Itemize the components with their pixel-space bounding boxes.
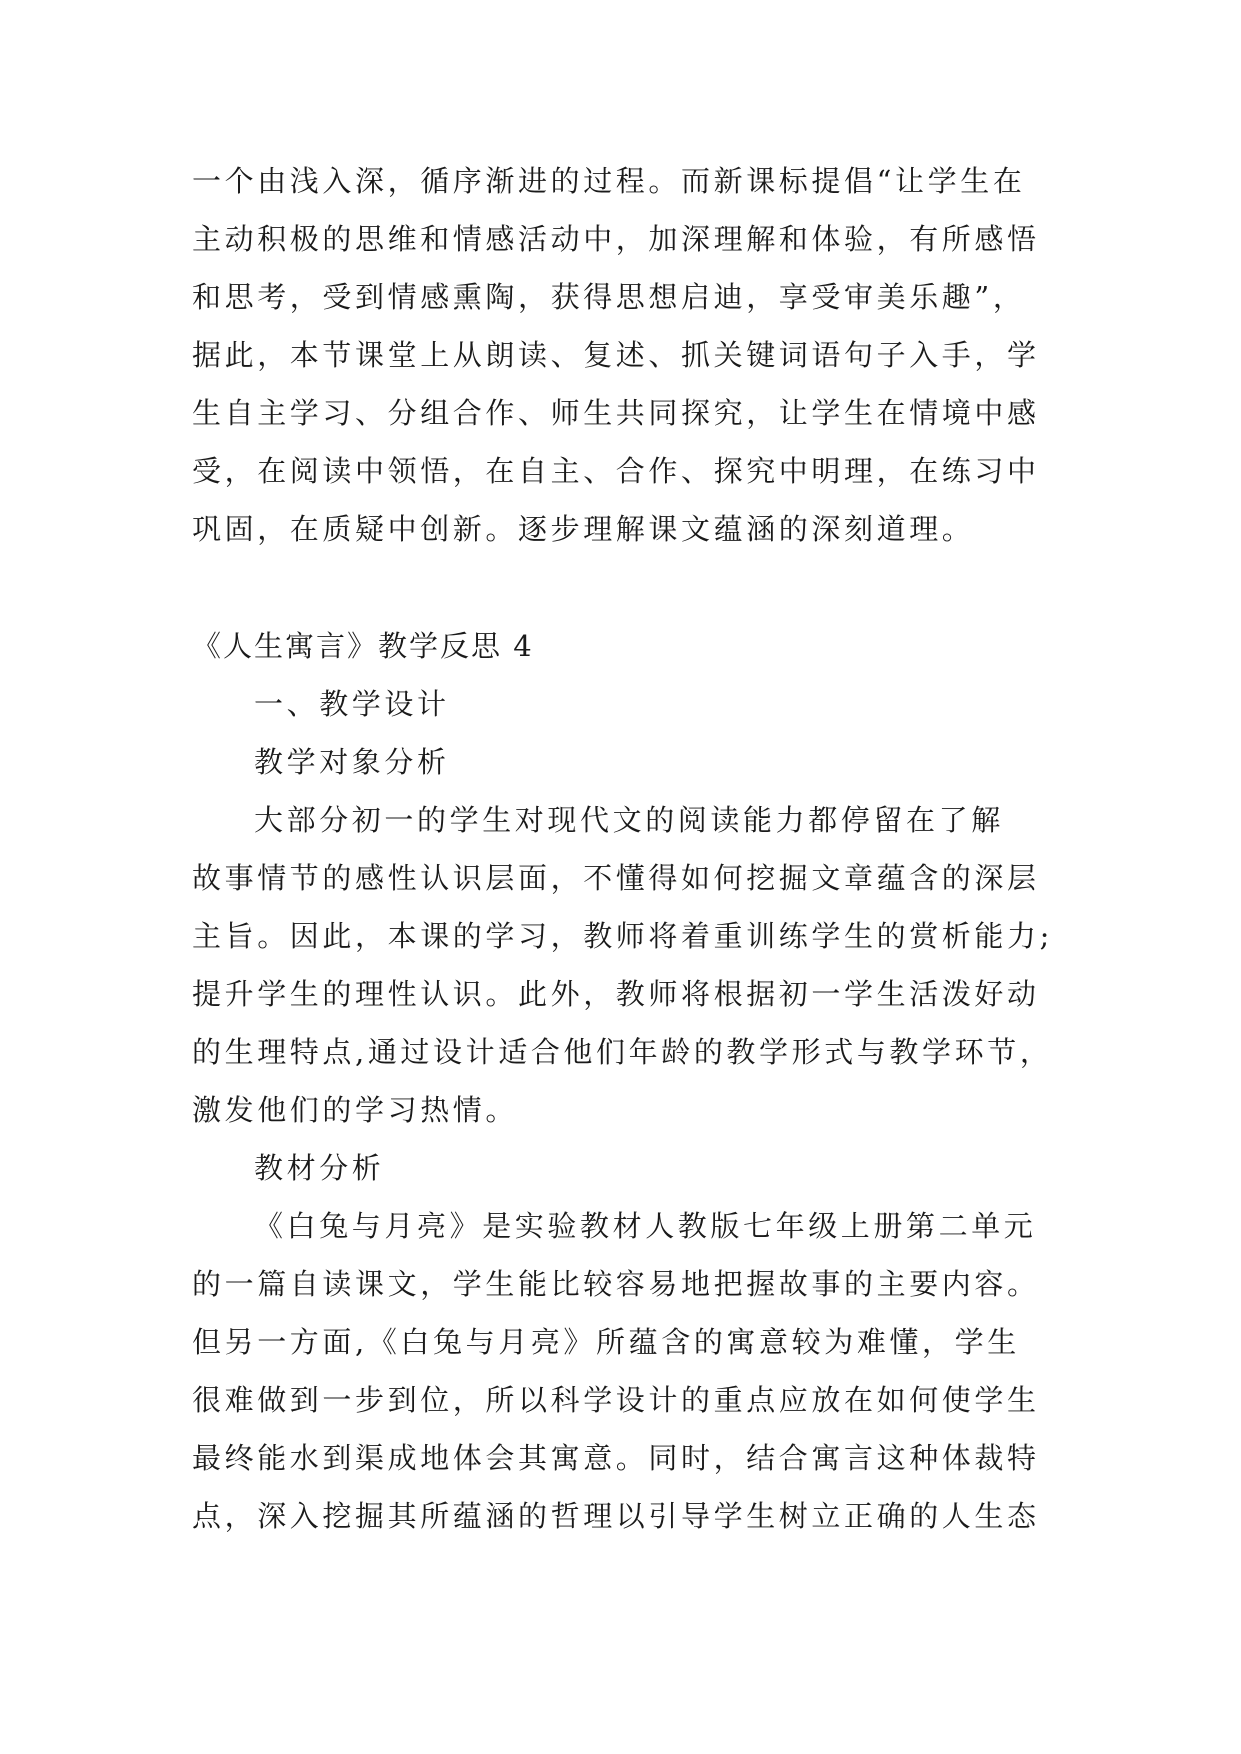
subheading-textbook-analysis: 教材分析 xyxy=(254,1151,385,1185)
paragraph-2-line: 大部分初一的学生对现代文的阅读能力都停留在了解 xyxy=(254,803,1004,837)
paragraph-3-line: 《白兔与月亮》是实验教材人教版七年级上册第二单元 xyxy=(254,1209,1037,1243)
paragraph-3-line: 但另一方面,《白兔与月亮》所蕴含的寓意较为难懂，学生 xyxy=(192,1325,1020,1359)
paragraph-1-line: 一个由浅入深，循序渐进的过程。而新课标提倡“让学生在 xyxy=(192,164,1026,198)
paragraph-2-line: 的生理特点,通过设计适合他们年龄的教学形式与教学环节， xyxy=(192,1035,1053,1069)
paragraph-2-line: 提升学生的理性认识。此外，教师将根据初一学生活泼好动 xyxy=(192,977,1040,1011)
paragraph-1-line: 生自主学习、分组合作、师生共同探究，让学生在情境中感 xyxy=(192,396,1040,430)
subheading-teaching-design: 一、教学设计 xyxy=(254,687,450,721)
paragraph-1-line: 据此，本节课堂上从朗读、复述、抓关键词语句子入手，学 xyxy=(192,338,1040,372)
subheading-student-analysis: 教学对象分析 xyxy=(254,745,450,779)
paragraph-3-line: 的一篇自读课文，学生能比较容易地把握故事的主要内容。 xyxy=(192,1267,1040,1301)
paragraph-1-line: 受，在阅读中领悟，在自主、合作、探究中明理，在练习中 xyxy=(192,454,1040,488)
paragraph-3-line: 很难做到一步到位，所以科学设计的重点应放在如何使学生 xyxy=(192,1383,1040,1417)
paragraph-2-line: 故事情节的感性认识层面，不懂得如何挖掘文章蕴含的深层 xyxy=(192,861,1040,895)
section-title: 《人生寓言》教学反思 4 xyxy=(192,629,534,663)
paragraph-1-line: 巩固，在质疑中创新。逐步理解课文蕴涵的深刻道理。 xyxy=(192,512,975,546)
paragraph-2-line: 激发他们的学习热情。 xyxy=(192,1093,519,1127)
paragraph-3-line: 点，深入挖掘其所蕴涵的哲理以引导学生树立正确的人生态 xyxy=(192,1499,1040,1533)
paragraph-2-line: 主旨。因此，本课的学习，教师将着重训练学生的赏析能力; xyxy=(192,919,1053,953)
paragraph-3-line: 最终能水到渠成地体会其寓意。同时，结合寓言这种体裁特 xyxy=(192,1441,1040,1475)
paragraph-1-line: 主动积极的思维和情感活动中，加深理解和体验，有所感悟 xyxy=(192,222,1040,256)
paragraph-1-line: 和思考，受到情感熏陶，获得思想启迪，享受审美乐趣”， xyxy=(192,280,1026,314)
